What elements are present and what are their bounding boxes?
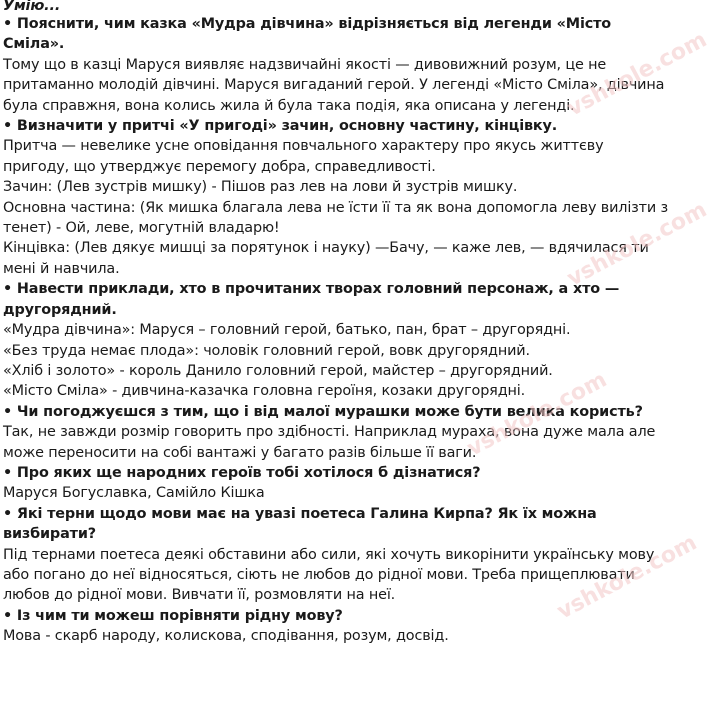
question-6: • Які терни щодо мови має на увазі поетеса Галина Кирпа? Як їх можна визбирати? [3,505,597,543]
question-7: • Із чим ти можеш порівняти рідну мову? [3,607,343,624]
answer-6: Під тернами поетеса деякі обставини або сили, які хочуть викорінити українську мову або погано до неї відносяться, сіють не любов до рідної мови. Треба прищеплювати любов до рідної мови. Вивчати її, розмовляти на неї. [3,546,655,604]
answer-4: Так, не завжди розмір говорить про здібності. Наприклад мураха, вона дуже мала але може переносити на собі вантажі у багато разів більше її ваги. [3,424,656,461]
question-1: • Пояснити, чим казка «Мудра дівчина» відрізняється від легенди «Місто Сміла». [3,16,612,53]
watermark-center-right: vshkole.com [463,367,612,462]
question-5: • Про яких ще народних героїв тобі хотілося б дізнатися? [3,464,481,481]
section-6 [3,504,671,606]
answer-3-line-4: «Місто Сміла» - дивчина-казачка головна героїня, козаки другорядні. [3,383,526,400]
answer-2-definition: Притча — невелике усне оповідання повчального характеру про якусь життєву пригоду, що утверджує перемогу добра, справедливості. [3,138,604,175]
watermark-top-right: vshkole.com [563,27,711,122]
answer-2-ending: Кінцівка: (Лев дякує мишці за порятунок і науку) —Бачу, — каже лев, — вдячилася ти мені й навчила. [3,240,649,277]
section-5 [3,463,671,504]
document-page [3,0,671,647]
question-3: • Навести приклади, хто в прочитаних творах головний персонаж, а хто — другорядний. [3,281,620,318]
question-2: • Визначити у притчі «У пригоді» зачин, основну частину, кінцівку. [3,118,558,135]
watermark-bottom-right: vshkole.com [553,530,702,625]
page-heading: Умію... [3,0,61,14]
answer-2-main-part: Основна частина: (Як мишка благала лева не їсти її та як вона допомогла леву вилізти з тенет) - Ой, леве, могутній владарю! [3,199,669,237]
watermark-middle-right: vshkole.com [563,197,711,292]
question-4: • Чи погоджуєшся з тим, що і від малої мурашки може бути велика користь? [3,403,643,420]
section-4 [3,402,671,463]
section-2 [3,116,671,279]
answer-3-line-1: «Мудра дівчина»: Маруся – головний герой, батько, пан, брат – другорядні. [3,322,571,339]
answer-2-intro: Зачин: (Лев зустрів мишку) - Пішов раз лев на лови й зустрів мишку. [3,179,518,196]
answer-3-line-2: «Без труда немає плода»: чоловік головний герой, вовк другорядний. [3,342,530,359]
answer-3-line-3: «Хліб і золото» - король Данило головний герой, майстер – другорядний. [3,362,553,379]
answer-5: Маруся Богуславка, Самійло Кішка [3,485,265,502]
section-1 [3,14,671,116]
section-7 [3,606,671,647]
section-3 [3,279,671,401]
answer-1: Тому що в казці Маруся виявляє надзвичайні якості — дивовижний розум, це не притаманно молодій дівчині. Маруся вигаданий герой. У легенді «Місто Сміла», дівчина була справжня, вона колись жила й була така подія, яка описана у легенді. [3,56,665,114]
answer-7: Мова - скарб народу, колискова, сподівання, розум, досвід. [3,628,449,645]
